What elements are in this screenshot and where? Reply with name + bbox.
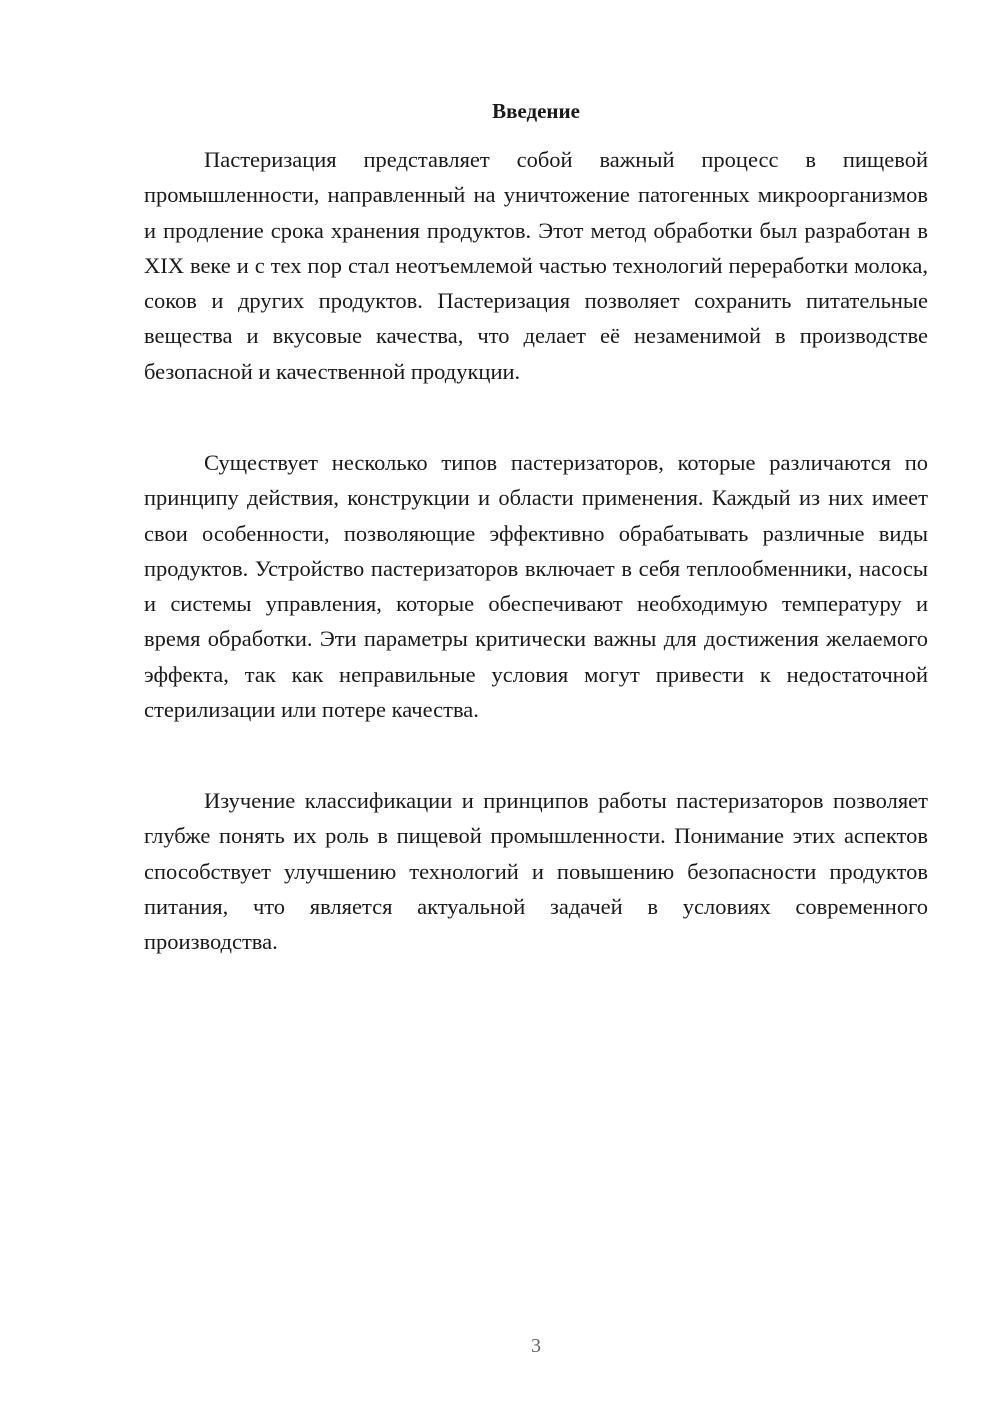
section-heading: Введение xyxy=(492,99,580,123)
paragraph-3: Изучение классификации и принципов работы пастеризаторов позволяет глубже понять их роль в пищевой промышленности. Понимание этих аспектов способствует улучшению технологий и повышению безопасности продуктов питания, что является актуальной задачей в условиях современного производства. xyxy=(144,788,928,955)
paragraph-2: Существует несколько типов пастеризаторов, которые различаются по принципу действия, конструкции и области применения. Каждый из них имеет свои особенности, позволяющие эффективно обрабатывать различные виды продуктов. Устройство пастеризаторов включает в себя теплообменники, насосы и системы управления, которые обеспечивают необходимую температуру и время обработки. Эти параметры критически важны для достижения желаемого эффекта, так как неправильные условия могут привести к недостаточной стерилизации или потере качества. xyxy=(144,450,928,723)
page-number: 3 xyxy=(531,1335,541,1357)
paragraph-1: Пастеризация представляет собой важный процесс в пищевой промышленности, направленный на уничтожение патогенных микроорганизмов и продление срока хранения продуктов. Этот метод обработки был разработан в XIX веке и с тех пор стал неотъемлемой частью технологий переработки молока, соков и других продуктов. Пастеризация позволяет сохранить питательные вещества и вкусовые качества, что делает её незаменимой в производстве безопасной и качественной продукции. xyxy=(144,147,928,384)
